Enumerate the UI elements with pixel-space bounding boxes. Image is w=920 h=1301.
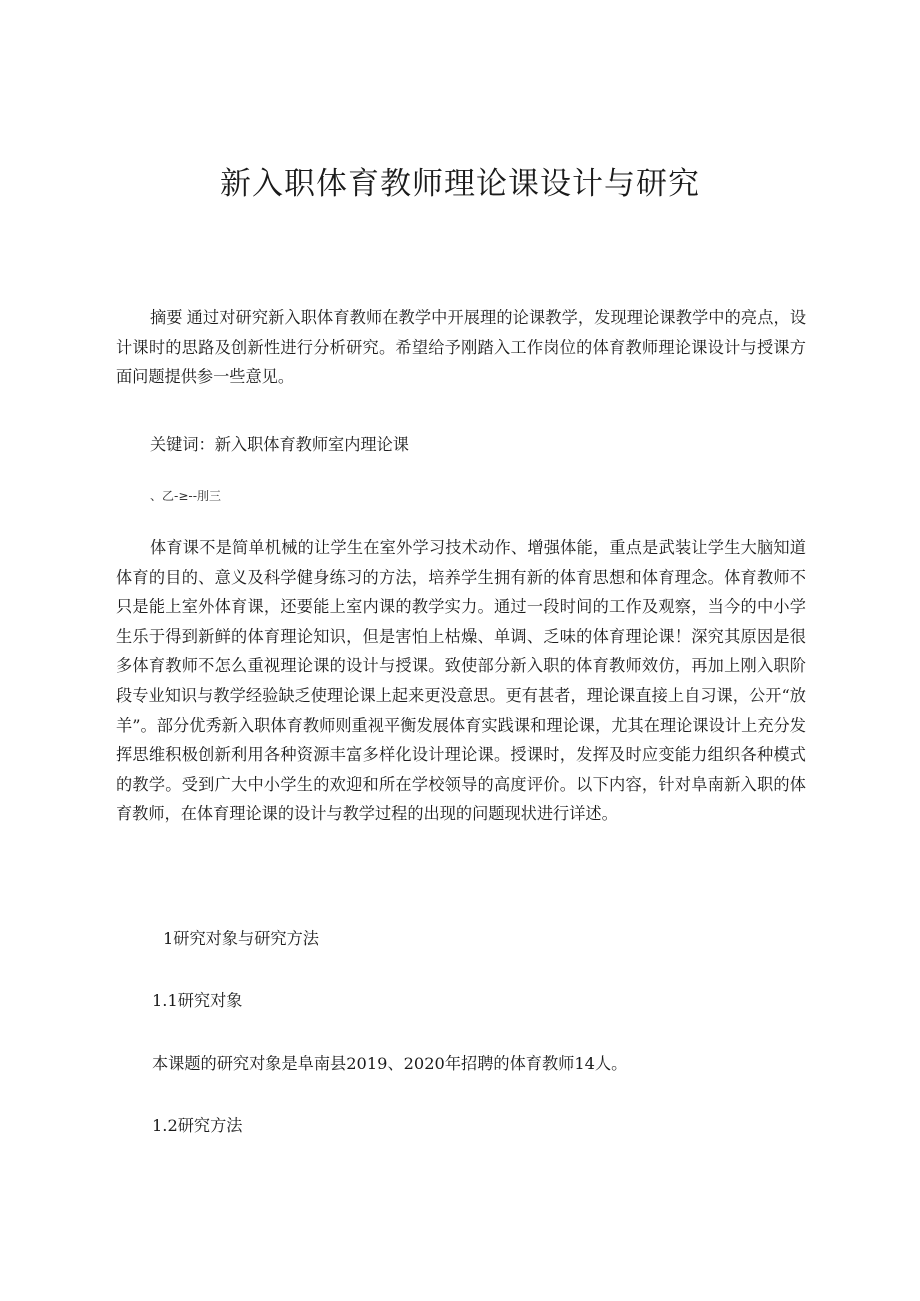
section-heading-1-2: 1.2研究方法 <box>152 1116 243 1135</box>
document-title: 新入职体育教师理论课设计与研究 <box>220 166 700 202</box>
section-heading-1: 1研究对象与研究方法 <box>163 929 319 948</box>
abstract-text: 通过对研究新入职体育教师在教学中开展理的论课教学，发现理论课教学中的亮点，设计课时的思路及创新性进行分析研究。希望给予刚踏入工作岗位的体育教师理论课设计与授课方面问题提供参一些意见。 <box>116 308 807 387</box>
research-subject-text: 本课题的研究对象是阜南县2019、2020年招聘的体育教师14人。 <box>152 1054 628 1073</box>
section-heading-1-1: 1.1研究对象 <box>152 991 243 1010</box>
keywords-line: 关键词：新入职体育教师室内理论课 <box>150 435 409 454</box>
abstract-label: 摘要 <box>150 308 183 327</box>
body-paragraph: 体育课不是简单机械的让学生在室外学习技术动作、增强体能，重点是武装让学生大脑知道体育的目的、意义及科学健身练习的方法，培养学生拥有新的体育思想和体育理念。体育教师不只是能上室外体育课，还要能上室内课的教学实力。通过一段时间的工作及观察，当今的中小学生乐于得到新鲜的体育理论知识，但是害怕上枯燥、单调、乏味的体育理论课！深究其原因是很多体育教师不怎么重视理论课的设计与授课。致使部分新入职的体育教师效仿，再加上刚入职阶段专业知识与教学经验缺乏使理论课上起来更没意思。更有甚者，理论课直接上自习课，公开“放羊”。部分优秀新入职体育教师则重视平衡发展体育实践课和理论课，尤其在理论课设计上充分发挥思维积极创新利用各种资源丰富多样化设计理论课。授课时，发挥及时应变能力组织各种模式的教学。受到广大中小学生的欢迎和所在学校领导的高度评价。以下内容，针对阜南新入职的体育教师，在体育理论课的设计与教学过程的出现的问题现状进行详述。 <box>116 538 806 824</box>
garbled-heading-line: 、乙-≥--刖三 <box>150 489 222 503</box>
abstract-paragraph <box>116 303 806 392</box>
